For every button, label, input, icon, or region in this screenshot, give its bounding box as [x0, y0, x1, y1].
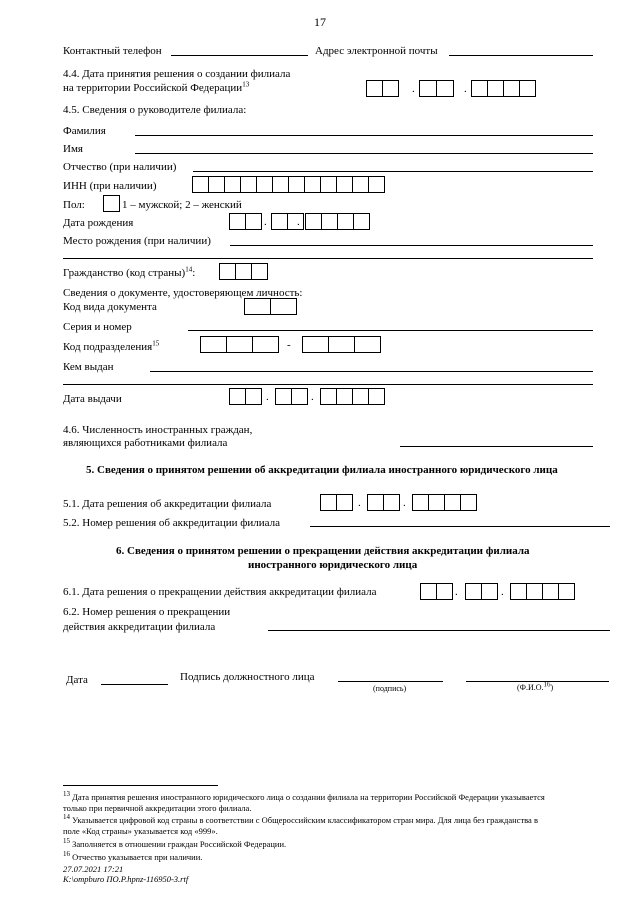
- issue-month-cells[interactable]: [275, 388, 308, 405]
- date-field[interactable]: [101, 684, 168, 685]
- name-field[interactable]: [135, 153, 593, 154]
- s62-line1: 6.2. Номер решения о прекращении: [63, 606, 231, 618]
- s46-line2: являющихся работниками филиала: [63, 437, 228, 449]
- signature-caption: (подпись): [373, 684, 407, 693]
- birth-year-cells[interactable]: [305, 213, 370, 230]
- subdivision-cells-1[interactable]: [200, 336, 279, 353]
- footnote-separator: [63, 785, 218, 786]
- s52-label: 5.2. Номер решения об аккредитации филиала: [63, 517, 281, 529]
- name-label: Имя: [63, 143, 83, 155]
- s44-year-cells[interactable]: [471, 80, 536, 97]
- gender-label: Пол:: [63, 199, 85, 211]
- phone-field[interactable]: [171, 55, 308, 56]
- issue-year-cells[interactable]: [320, 388, 385, 405]
- footnote-13: $^{13}$ Дата принятия решения иностранного юридического лица о создании филиала на территории Российской Федерации указывается: [63, 790, 545, 802]
- s61-month-cells[interactable]: [465, 583, 498, 600]
- s44-line2: на территории Российской Федерации$^{13}$: [63, 80, 250, 94]
- signature-field[interactable]: [338, 681, 443, 682]
- fio-caption: (Ф.И.О.$^{16}$): [517, 680, 554, 692]
- email-field[interactable]: [449, 55, 593, 56]
- s6-heading-1: 6. Сведения о принятом решении о прекращении действия аккредитации филиала: [116, 545, 530, 557]
- gender-cell[interactable]: [103, 195, 120, 212]
- issued-by-field-2[interactable]: [63, 384, 593, 385]
- birth-date-label: Дата рождения: [63, 217, 134, 229]
- surname-field[interactable]: [135, 135, 593, 136]
- s5-heading: 5. Сведения о принятом решении об аккредитации филиала иностранного юридического лица: [86, 464, 558, 476]
- surname-label: Фамилия: [63, 125, 106, 137]
- s51-label: 5.1. Дата решения об аккредитации филиала: [63, 498, 272, 510]
- page-number: 17: [314, 15, 326, 29]
- patronymic-field[interactable]: [193, 171, 593, 172]
- s51-month-cells[interactable]: [367, 494, 400, 511]
- phone-label: Контактный телефон: [63, 45, 162, 57]
- s61-day-cells[interactable]: [420, 583, 453, 600]
- birth-place-label: Место рождения (при наличии): [63, 235, 211, 247]
- s46-field[interactable]: [400, 446, 593, 447]
- s44-line1: 4.4. Дата принятия решения о создании филиала: [63, 68, 291, 80]
- date-label: Дата: [66, 674, 88, 686]
- s61-label: 6.1. Дата решения о прекращении действия аккредитации филиала: [63, 586, 377, 598]
- citizenship-cells[interactable]: [219, 263, 268, 280]
- issued-by-field[interactable]: [150, 371, 593, 372]
- footnote-ref-13: 13: [242, 80, 250, 89]
- doc-series-label: Серия и номер: [63, 321, 132, 333]
- gender-hint: 1 – мужской; 2 – женский: [122, 199, 242, 211]
- s51-year-cells[interactable]: [412, 494, 477, 511]
- issue-date-label: Дата выдачи: [63, 393, 122, 405]
- footnote-13-cont: только при первичной аккредитации этого филиала.: [63, 803, 252, 813]
- birth-day-cells[interactable]: [229, 213, 262, 230]
- issued-by-label: Кем выдан: [63, 361, 114, 373]
- s45-heading: 4.5. Сведения о руководителе филиала:: [63, 104, 247, 116]
- footnote-15: $^{15}$ Заполняется в отношении граждан Российской Федерации.: [63, 837, 287, 849]
- s6-heading-2: иностранного юридического лица: [248, 559, 418, 571]
- s44-month-cells[interactable]: [419, 80, 454, 97]
- subdivision-label: Код подразделения$^{15}$: [63, 339, 160, 353]
- birth-place-field-2[interactable]: [63, 258, 593, 259]
- doc-type-label: Код вида документа: [63, 301, 157, 313]
- citizenship-label: Гражданство (код страны)$^{14}$:: [63, 265, 196, 279]
- birth-place-field[interactable]: [230, 245, 593, 246]
- s44-day-cells[interactable]: [366, 80, 399, 97]
- footnote-14-cont: поле «Код страны» указывается код «999».: [63, 826, 218, 836]
- fio-field[interactable]: [466, 681, 609, 682]
- file-path: К:\ompburo ПО.Р.hpnz-116950-3.rtf: [63, 874, 189, 884]
- s52-field[interactable]: [310, 526, 610, 527]
- s62-line2: действия аккредитации филиала: [63, 621, 216, 633]
- doc-type-cells[interactable]: [244, 298, 297, 315]
- footnote-16: $^{16}$ Отчество указывается при наличии.: [63, 850, 203, 862]
- doc-series-field[interactable]: [188, 330, 593, 331]
- signer-label: Подпись должностного лица: [180, 671, 315, 683]
- s46-line1: 4.6. Численность иностранных граждан,: [63, 424, 253, 436]
- inn-cells[interactable]: [192, 176, 385, 193]
- email-label: Адрес электронной почты: [315, 45, 438, 57]
- print-date: 27.07.2021 17:21: [63, 864, 124, 874]
- inn-label: ИНН (при наличии): [63, 180, 157, 192]
- s62-field[interactable]: [268, 630, 610, 631]
- footnote-14: $^{14}$ Указывается цифровой код страны в соответствии с Общероссийским классификатором стран мира. Для лица без гражданства в: [63, 813, 538, 825]
- s51-day-cells[interactable]: [320, 494, 353, 511]
- s61-year-cells[interactable]: [510, 583, 575, 600]
- patronymic-label: Отчество (при наличии): [63, 161, 177, 173]
- issue-day-cells[interactable]: [229, 388, 262, 405]
- doc-heading: Сведения о документе, удостоверяющем личность:: [63, 287, 303, 299]
- subdivision-cells-2[interactable]: [302, 336, 381, 353]
